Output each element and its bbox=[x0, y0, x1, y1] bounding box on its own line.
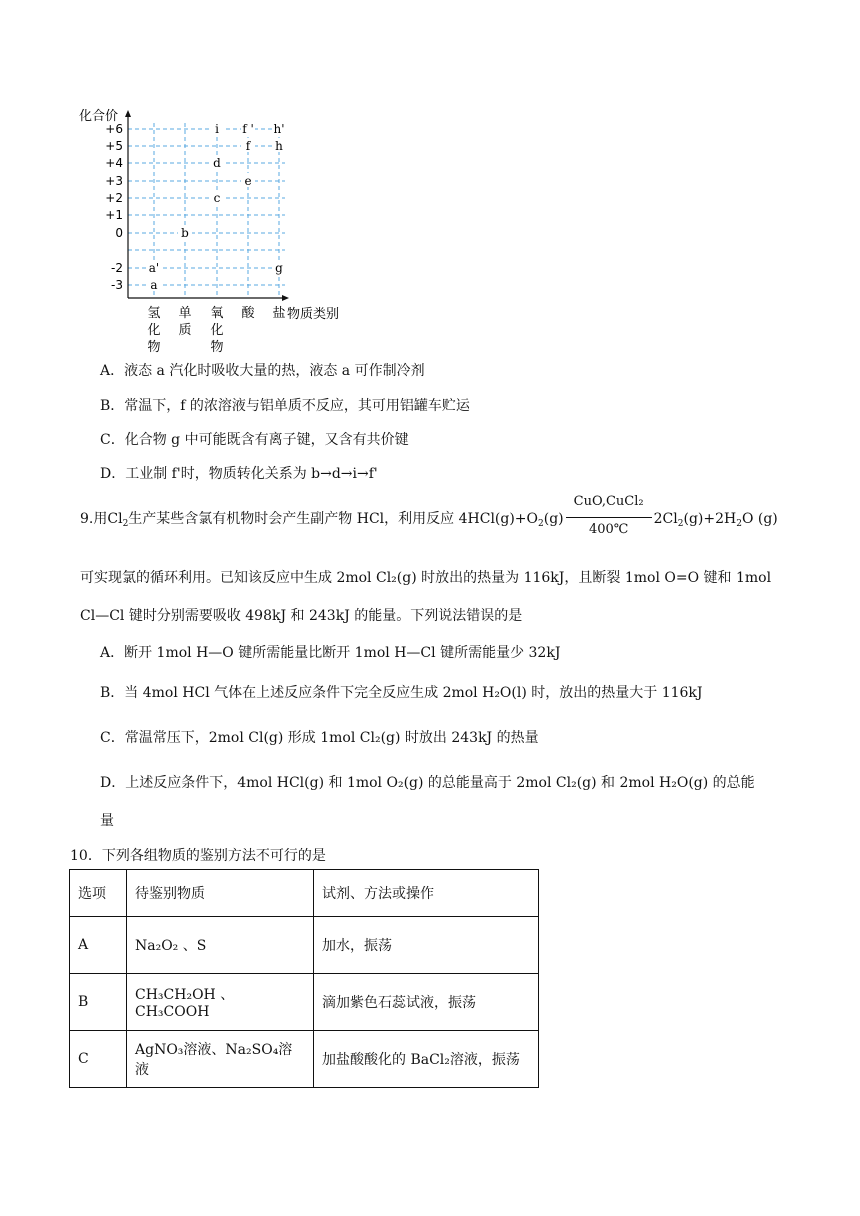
temperature-label: 400℃ bbox=[588, 522, 629, 537]
q9-option-d: D．上述反应条件下，4mol HCl(g) 和 1mol O₂(g) 的总能量高于 2mol Cl₂(g) 和 2mol H₂O(g) 的总能 bbox=[100, 775, 755, 791]
q9-stem-line1: 9.用$Cl_2$生产某些含氯有机物时会产生副产物 HCl，利用反应 $4HCl(g)+O_2(g)$ $\frac{\text{CuO,CuCl₂}}{400℃}$ $2Cl_2(g)+2H_2O$ (g) bbox=[80, 494, 778, 537]
row-method: 加水，振荡 bbox=[314, 917, 539, 974]
q9-cl2: Cl bbox=[107, 511, 123, 527]
q9-stem-line2: 可实现氯的循环利用。已知该反应中生成 2mol Cl₂(g) 时放出的热量为 116kJ，且断裂 1mol O=O 键和 1mol bbox=[80, 570, 772, 586]
point-label: c bbox=[213, 191, 221, 205]
q8-option-c: C．化合物 g 中可能既含有离子键，又含有共价键 bbox=[100, 432, 409, 448]
y-tick-label: +6 bbox=[105, 122, 123, 136]
q9-equation-lhs: 4HCl(g)+O bbox=[458, 511, 539, 527]
row-method: 滴加紫色石蕊试液，振荡 bbox=[314, 974, 539, 1031]
q9-stem-line3: Cl—Cl 键时分别需要吸收 498kJ 和 243kJ 的能量。下列说法错误的是 bbox=[80, 608, 523, 624]
x-axis-arrow bbox=[282, 295, 289, 301]
q9-equation-rhs: 2Cl bbox=[653, 511, 678, 527]
q8-option-a: A．液态 a 汽化时吸收大量的热，液态 a 可作制冷剂 bbox=[100, 363, 425, 379]
x-category-char: 氧 bbox=[210, 306, 224, 321]
y-tick-label: +5 bbox=[105, 139, 123, 153]
q9-option-c: C．常温常压下，2mol Cl(g) 形成 1mol Cl₂(g) 时放出 243kJ 的热量 bbox=[100, 730, 539, 746]
q9-equation-rhs-mid: (g)+2H bbox=[683, 511, 737, 527]
catalyst-label: CuO,CuCl₂ bbox=[573, 494, 644, 509]
x-category-labels bbox=[147, 305, 285, 355]
row-substances: AgNO₃溶液、Na₂SO₄溶液 bbox=[127, 1031, 314, 1088]
reaction-condition bbox=[566, 494, 652, 537]
point-label: h' bbox=[273, 122, 285, 136]
q9-equation-lhs-state: (g) bbox=[543, 511, 564, 527]
point-label: g bbox=[275, 261, 283, 275]
point-label: f bbox=[245, 139, 251, 153]
row-option: A bbox=[70, 917, 127, 974]
x-category-char: 物 bbox=[210, 340, 224, 355]
table-row bbox=[70, 1031, 539, 1088]
y-tick-label: +4 bbox=[105, 156, 123, 170]
y-tick-label: 0 bbox=[115, 226, 123, 240]
table-header-row bbox=[70, 870, 539, 917]
point-label: f ' bbox=[242, 122, 254, 136]
x-category-char: 物 bbox=[147, 340, 161, 355]
q8-option-b: B．常温下，f 的浓溶液与铝单质不反应，其可用铝罐车贮运 bbox=[100, 398, 470, 414]
x-category-char: 氢 bbox=[147, 306, 161, 321]
row-method: 加盐酸酸化的 BaCl₂溶液，振荡 bbox=[314, 1031, 539, 1088]
q9-equation-rhs-end: O (g) bbox=[741, 511, 778, 527]
y-axis-label: 化合价 bbox=[79, 109, 119, 124]
x-category-char: 单 bbox=[178, 306, 192, 321]
y-axis-arrow bbox=[125, 110, 131, 117]
row-substances: Na₂O₂ 、S bbox=[127, 917, 314, 974]
point-label: i bbox=[215, 122, 219, 136]
x-axis-label: 物质类别 bbox=[287, 307, 340, 322]
header-method: 试剂、方法或操作 bbox=[314, 870, 539, 917]
q9-option-a: A．断开 1mol H—O 键所需能量比断开 1mol H—Cl 键所需能量少 32kJ bbox=[100, 645, 561, 661]
y-tick-label: +2 bbox=[105, 191, 123, 205]
q10-title: 10．下列各组物质的鉴别方法不可行的是 bbox=[70, 848, 326, 864]
table-row bbox=[70, 917, 539, 974]
y-tick-label: -2 bbox=[111, 261, 123, 275]
x-category-char: 质 bbox=[178, 323, 192, 338]
valence-class-chart bbox=[70, 98, 370, 358]
q10-table bbox=[69, 869, 539, 1088]
x-category-char: 化 bbox=[210, 323, 224, 338]
y-tick-labels bbox=[105, 122, 123, 292]
point-label: h bbox=[275, 139, 283, 153]
x-category-char: 酸 bbox=[241, 306, 255, 321]
q9-stem-text: 生产某些含氯有机物时会产生副产物 HCl，利用反应 bbox=[128, 511, 455, 527]
point-label: a' bbox=[148, 261, 160, 275]
row-substances: CH₃CH₂OH 、CH₃COOH bbox=[127, 974, 314, 1031]
q9-option-b: B．当 4mol HCl 气体在上述反应条件下完全反应生成 2mol H₂O(l) 时，放出的热量大于 116kJ bbox=[100, 685, 703, 701]
header-substances: 待鉴别物质 bbox=[127, 870, 314, 917]
x-category-char: 盐 bbox=[272, 306, 286, 321]
q9-number: 9.用 bbox=[80, 511, 108, 527]
point-label: d bbox=[213, 156, 221, 170]
point-label: e bbox=[244, 174, 252, 188]
y-tick-label: +3 bbox=[105, 174, 123, 188]
row-option: B bbox=[70, 974, 127, 1031]
table-row bbox=[70, 974, 539, 1031]
q8-option-d: D．工业制 f'时，物质转化关系为 b→d→i→f' bbox=[100, 466, 378, 482]
y-tick-label: -3 bbox=[111, 278, 123, 292]
header-option: 选项 bbox=[70, 870, 127, 917]
point-label: b bbox=[181, 226, 189, 240]
row-option: C bbox=[70, 1031, 127, 1088]
y-tick-label: +1 bbox=[105, 208, 123, 222]
x-category-char: 化 bbox=[147, 323, 161, 338]
point-label: a bbox=[150, 278, 158, 292]
q9-option-d-cont: 量 bbox=[100, 813, 114, 829]
